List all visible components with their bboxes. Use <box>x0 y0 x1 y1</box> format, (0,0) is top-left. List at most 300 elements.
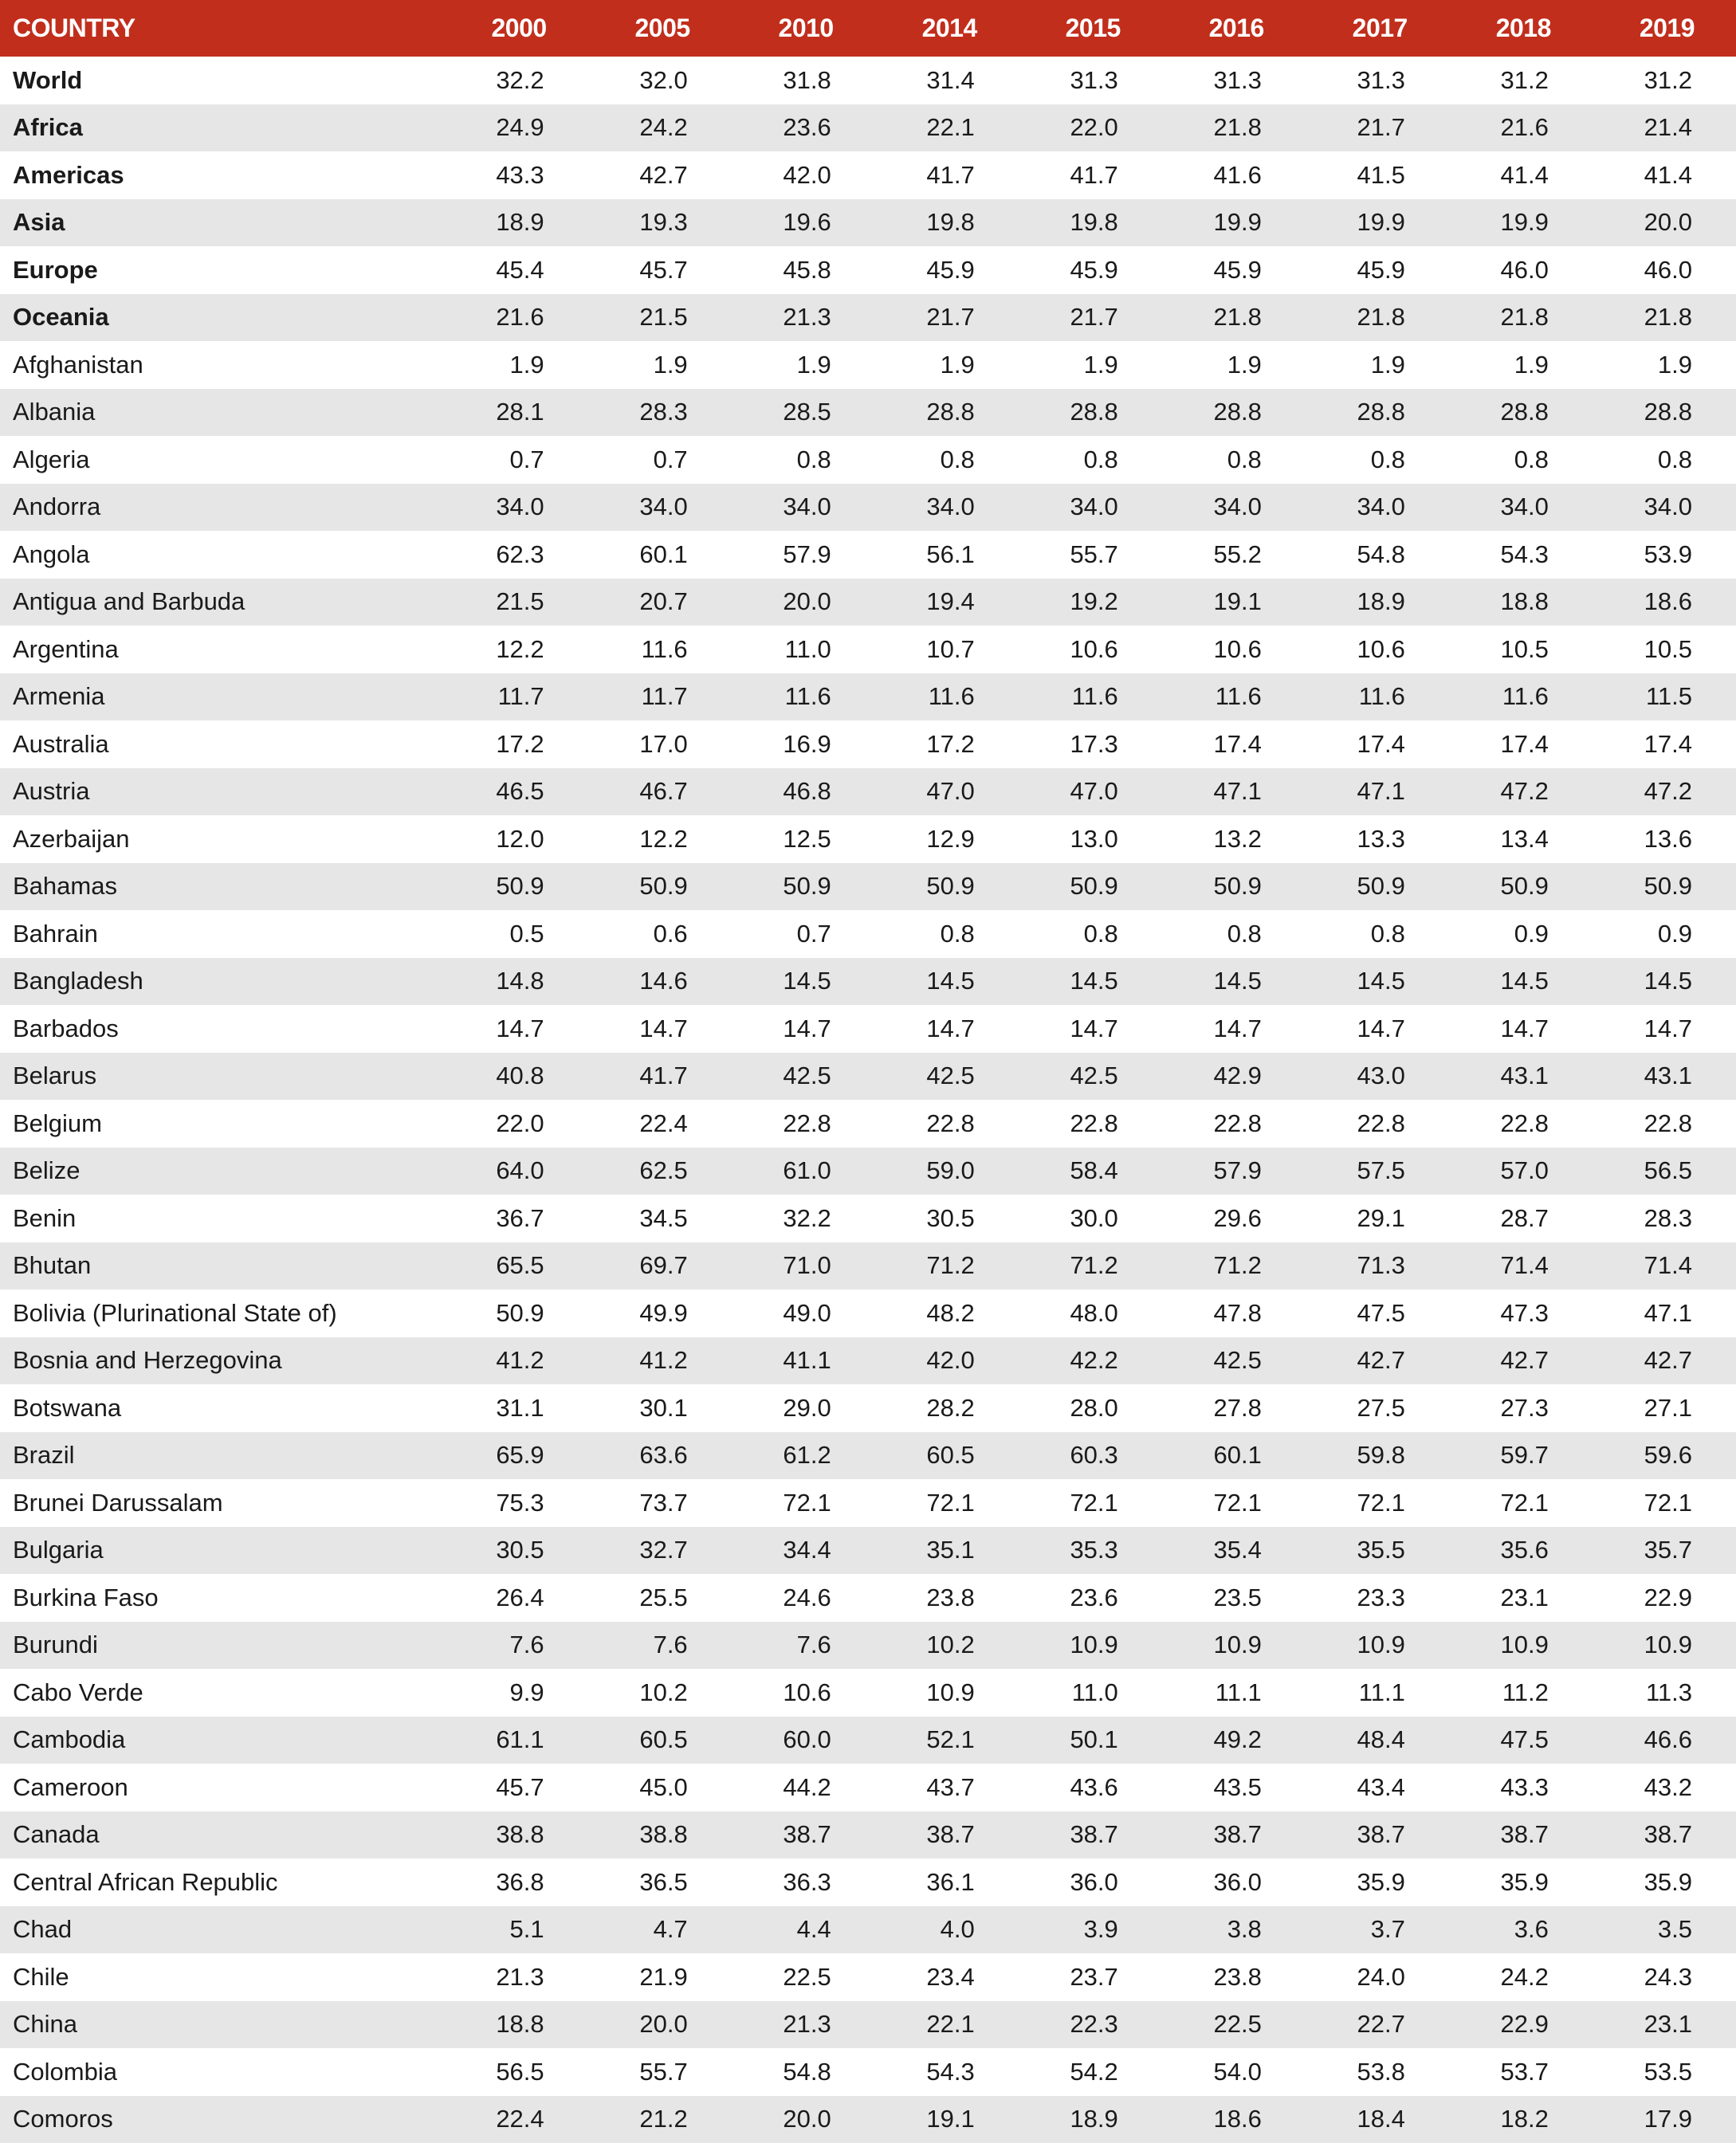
value-cell: 13.2 <box>1162 815 1306 863</box>
value-cell: 53.5 <box>1593 2048 1736 2096</box>
value-cell: 71.4 <box>1593 1242 1736 1290</box>
value-cell: 60.1 <box>1162 1432 1306 1480</box>
country-name: Europe <box>0 246 445 294</box>
value-cell: 0.7 <box>445 436 588 484</box>
country-name: Asia <box>0 199 445 247</box>
value-cell: 46.8 <box>732 768 875 816</box>
value-cell: 50.9 <box>1449 863 1593 911</box>
value-cell: 38.7 <box>875 1811 1019 1859</box>
country-name: Brunei Darussalam <box>0 1479 445 1527</box>
value-cell: 34.4 <box>732 1527 875 1575</box>
value-cell: 57.0 <box>1449 1148 1593 1195</box>
value-cell: 7.6 <box>588 1622 732 1670</box>
value-cell: 11.0 <box>732 626 875 673</box>
value-cell: 43.4 <box>1306 1764 1449 1811</box>
country-name: Austria <box>0 768 445 816</box>
value-cell: 71.0 <box>732 1242 875 1290</box>
value-cell: 34.0 <box>1449 484 1593 532</box>
value-cell: 32.0 <box>588 57 732 104</box>
value-cell: 24.9 <box>445 104 588 152</box>
value-cell: 71.3 <box>1306 1242 1449 1290</box>
value-cell: 12.5 <box>732 815 875 863</box>
value-cell: 42.5 <box>1162 1337 1306 1385</box>
value-cell: 23.6 <box>732 104 875 152</box>
value-cell: 31.8 <box>732 57 875 104</box>
value-cell: 22.8 <box>1449 1100 1593 1148</box>
table-row <box>0 958 1736 1006</box>
value-cell: 42.7 <box>1306 1337 1449 1385</box>
value-cell: 41.7 <box>875 151 1019 199</box>
table-row <box>0 1858 1736 1906</box>
value-cell: 55.2 <box>1162 531 1306 579</box>
value-cell: 14.7 <box>1306 1005 1449 1053</box>
value-cell: 31.3 <box>1019 57 1162 104</box>
value-cell: 1.9 <box>875 341 1019 389</box>
country-name: Belgium <box>0 1100 445 1148</box>
table-row <box>0 531 1736 579</box>
value-cell: 21.8 <box>1306 294 1449 342</box>
value-cell: 21.8 <box>1449 294 1593 342</box>
value-cell: 11.2 <box>1449 1669 1593 1717</box>
value-cell: 14.7 <box>1593 1005 1736 1053</box>
value-cell: 44.2 <box>732 1764 875 1811</box>
value-cell: 0.5 <box>445 910 588 958</box>
value-cell: 30.1 <box>588 1384 732 1432</box>
value-cell: 18.4 <box>1306 2096 1449 2143</box>
country-name: Cabo Verde <box>0 1669 445 1717</box>
value-cell: 4.7 <box>588 1906 732 1954</box>
table-row <box>0 2096 1736 2143</box>
value-cell: 38.8 <box>588 1811 732 1859</box>
country-name: Algeria <box>0 436 445 484</box>
value-cell: 45.9 <box>1019 246 1162 294</box>
value-cell: 11.1 <box>1306 1669 1449 1717</box>
country-name: Benin <box>0 1195 445 1242</box>
value-cell: 41.4 <box>1449 151 1593 199</box>
value-cell: 30.5 <box>445 1527 588 1575</box>
value-cell: 43.6 <box>1019 1764 1162 1811</box>
header-year-2018: 2018 <box>1449 0 1593 57</box>
value-cell: 31.2 <box>1449 57 1593 104</box>
value-cell: 59.7 <box>1449 1432 1593 1480</box>
value-cell: 60.1 <box>588 531 732 579</box>
table-row <box>0 436 1736 484</box>
value-cell: 34.0 <box>445 484 588 532</box>
value-cell: 45.9 <box>875 246 1019 294</box>
value-cell: 35.4 <box>1162 1527 1306 1575</box>
value-cell: 60.5 <box>588 1717 732 1764</box>
value-cell: 3.9 <box>1019 1906 1162 1954</box>
table-row <box>0 1764 1736 1811</box>
country-name: Argentina <box>0 626 445 673</box>
value-cell: 20.0 <box>588 2001 732 2049</box>
table-row <box>0 1717 1736 1764</box>
value-cell: 42.5 <box>732 1053 875 1101</box>
value-cell: 42.0 <box>732 151 875 199</box>
value-cell: 26.4 <box>445 1574 588 1622</box>
value-cell: 18.2 <box>1449 2096 1593 2143</box>
value-cell: 22.1 <box>875 104 1019 152</box>
value-cell: 35.1 <box>875 1527 1019 1575</box>
country-name: Bulgaria <box>0 1527 445 1575</box>
value-cell: 19.9 <box>1449 199 1593 247</box>
table-row <box>0 57 1736 104</box>
value-cell: 35.7 <box>1593 1527 1736 1575</box>
value-cell: 17.9 <box>1593 2096 1736 2143</box>
value-cell: 0.8 <box>1162 910 1306 958</box>
table-row <box>0 1953 1736 2001</box>
value-cell: 19.3 <box>588 199 732 247</box>
value-cell: 11.1 <box>1162 1669 1306 1717</box>
value-cell: 28.7 <box>1449 1195 1593 1242</box>
value-cell: 71.2 <box>1019 1242 1162 1290</box>
value-cell: 24.2 <box>588 104 732 152</box>
country-name: Botswana <box>0 1384 445 1432</box>
country-name: Bangladesh <box>0 958 445 1006</box>
value-cell: 42.7 <box>1593 1337 1736 1385</box>
value-cell: 36.5 <box>588 1858 732 1906</box>
value-cell: 21.8 <box>1593 294 1736 342</box>
value-cell: 21.5 <box>588 294 732 342</box>
value-cell: 12.2 <box>588 815 732 863</box>
value-cell: 35.6 <box>1449 1527 1593 1575</box>
value-cell: 14.7 <box>732 1005 875 1053</box>
country-name: Central African Republic <box>0 1858 445 1906</box>
value-cell: 14.5 <box>732 958 875 1006</box>
value-cell: 54.8 <box>732 2048 875 2096</box>
value-cell: 69.7 <box>588 1242 732 1290</box>
header-year-2014: 2014 <box>875 0 1019 57</box>
value-cell: 34.5 <box>588 1195 732 1242</box>
value-cell: 10.9 <box>1449 1622 1593 1670</box>
value-cell: 61.2 <box>732 1432 875 1480</box>
value-cell: 27.5 <box>1306 1384 1449 1432</box>
table-row <box>0 1148 1736 1195</box>
value-cell: 72.1 <box>1593 1479 1736 1527</box>
value-cell: 18.9 <box>445 199 588 247</box>
country-name: Albania <box>0 389 445 437</box>
value-cell: 0.8 <box>1593 436 1736 484</box>
value-cell: 32.2 <box>732 1195 875 1242</box>
value-cell: 50.1 <box>1019 1717 1162 1764</box>
country-name: Burkina Faso <box>0 1574 445 1622</box>
value-cell: 31.4 <box>875 57 1019 104</box>
value-cell: 21.3 <box>732 2001 875 2049</box>
value-cell: 54.3 <box>875 2048 1019 2096</box>
value-cell: 41.5 <box>1306 151 1449 199</box>
value-cell: 28.5 <box>732 389 875 437</box>
value-cell: 23.8 <box>875 1574 1019 1622</box>
value-cell: 29.6 <box>1162 1195 1306 1242</box>
value-cell: 0.8 <box>1306 436 1449 484</box>
value-cell: 0.8 <box>875 436 1019 484</box>
value-cell: 46.6 <box>1593 1717 1736 1764</box>
table-row <box>0 1242 1736 1290</box>
value-cell: 1.9 <box>588 341 732 389</box>
value-cell: 60.3 <box>1019 1432 1162 1480</box>
header-year-2000: 2000 <box>445 0 588 57</box>
value-cell: 62.3 <box>445 531 588 579</box>
value-cell: 47.2 <box>1449 768 1593 816</box>
value-cell: 46.0 <box>1593 246 1736 294</box>
table-row <box>0 294 1736 342</box>
value-cell: 60.0 <box>732 1717 875 1764</box>
country-name: Cameroon <box>0 1764 445 1811</box>
value-cell: 47.5 <box>1306 1289 1449 1337</box>
value-cell: 10.5 <box>1449 626 1593 673</box>
country-name: Barbados <box>0 1005 445 1053</box>
value-cell: 1.9 <box>1162 341 1306 389</box>
value-cell: 19.2 <box>1019 579 1162 626</box>
value-cell: 11.7 <box>445 673 588 721</box>
table-row <box>0 863 1736 911</box>
value-cell: 45.4 <box>445 246 588 294</box>
value-cell: 55.7 <box>1019 531 1162 579</box>
value-cell: 22.9 <box>1593 1574 1736 1622</box>
value-cell: 56.1 <box>875 531 1019 579</box>
value-cell: 72.1 <box>1449 1479 1593 1527</box>
value-cell: 45.9 <box>1162 246 1306 294</box>
value-cell: 9.9 <box>445 1669 588 1717</box>
value-cell: 71.4 <box>1449 1242 1593 1290</box>
value-cell: 22.8 <box>1162 1100 1306 1148</box>
table-row <box>0 1574 1736 1622</box>
value-cell: 22.7 <box>1306 2001 1449 2049</box>
value-cell: 3.5 <box>1593 1906 1736 1954</box>
value-cell: 10.6 <box>1162 626 1306 673</box>
value-cell: 19.4 <box>875 579 1019 626</box>
value-cell: 0.9 <box>1449 910 1593 958</box>
country-name: Cambodia <box>0 1717 445 1764</box>
value-cell: 72.1 <box>1306 1479 1449 1527</box>
table-row <box>0 673 1736 721</box>
country-name: Bolivia (Plurinational State of) <box>0 1289 445 1337</box>
value-cell: 22.5 <box>1162 2001 1306 2049</box>
value-cell: 47.8 <box>1162 1289 1306 1337</box>
value-cell: 42.7 <box>1449 1337 1593 1385</box>
table-row <box>0 2001 1736 2049</box>
table-row <box>0 246 1736 294</box>
value-cell: 22.5 <box>732 1953 875 2001</box>
value-cell: 0.7 <box>588 436 732 484</box>
value-cell: 22.9 <box>1449 2001 1593 2049</box>
value-cell: 28.2 <box>875 1384 1019 1432</box>
table-row <box>0 1053 1736 1101</box>
value-cell: 14.5 <box>1306 958 1449 1006</box>
country-name: World <box>0 57 445 104</box>
table-row <box>0 341 1736 389</box>
value-cell: 22.0 <box>1019 104 1162 152</box>
value-cell: 22.1 <box>875 2001 1019 2049</box>
country-name: Armenia <box>0 673 445 721</box>
value-cell: 12.0 <box>445 815 588 863</box>
value-cell: 17.4 <box>1449 720 1593 768</box>
value-cell: 28.8 <box>1593 389 1736 437</box>
value-cell: 7.6 <box>732 1622 875 1670</box>
value-cell: 22.0 <box>445 1100 588 1148</box>
value-cell: 65.9 <box>445 1432 588 1480</box>
value-cell: 17.2 <box>875 720 1019 768</box>
value-cell: 46.5 <box>445 768 588 816</box>
value-cell: 50.9 <box>1019 863 1162 911</box>
value-cell: 0.8 <box>1019 436 1162 484</box>
value-cell: 59.0 <box>875 1148 1019 1195</box>
value-cell: 18.6 <box>1162 2096 1306 2143</box>
value-cell: 28.8 <box>1449 389 1593 437</box>
value-cell: 0.8 <box>1019 910 1162 958</box>
value-cell: 47.1 <box>1593 1289 1736 1337</box>
value-cell: 3.7 <box>1306 1906 1449 1954</box>
value-cell: 22.4 <box>588 1100 732 1148</box>
value-cell: 45.7 <box>588 246 732 294</box>
value-cell: 35.3 <box>1019 1527 1162 1575</box>
value-cell: 24.2 <box>1449 1953 1593 2001</box>
value-cell: 14.7 <box>1449 1005 1593 1053</box>
value-cell: 42.9 <box>1162 1053 1306 1101</box>
value-cell: 17.4 <box>1162 720 1306 768</box>
country-name: Bahamas <box>0 863 445 911</box>
value-cell: 35.9 <box>1449 1858 1593 1906</box>
value-cell: 14.8 <box>445 958 588 1006</box>
value-cell: 11.7 <box>588 673 732 721</box>
country-name: Comoros <box>0 2096 445 2143</box>
value-cell: 34.0 <box>875 484 1019 532</box>
value-cell: 46.7 <box>588 768 732 816</box>
value-cell: 1.9 <box>1306 341 1449 389</box>
value-cell: 0.6 <box>588 910 732 958</box>
header-year-2017: 2017 <box>1306 0 1449 57</box>
value-cell: 22.8 <box>1306 1100 1449 1148</box>
value-cell: 7.6 <box>445 1622 588 1670</box>
value-cell: 31.3 <box>1306 57 1449 104</box>
country-name: Chad <box>0 1906 445 1954</box>
value-cell: 54.8 <box>1306 531 1449 579</box>
value-cell: 43.1 <box>1449 1053 1593 1101</box>
value-cell: 41.1 <box>732 1337 875 1385</box>
value-cell: 50.9 <box>445 863 588 911</box>
value-cell: 45.7 <box>445 1764 588 1811</box>
value-cell: 0.8 <box>1306 910 1449 958</box>
value-cell: 21.8 <box>1162 294 1306 342</box>
value-cell: 48.0 <box>1019 1289 1162 1337</box>
value-cell: 31.1 <box>445 1384 588 1432</box>
value-cell: 53.7 <box>1449 2048 1593 2096</box>
value-cell: 56.5 <box>1593 1148 1736 1195</box>
value-cell: 3.8 <box>1162 1906 1306 1954</box>
table-header <box>0 0 1736 57</box>
value-cell: 53.9 <box>1593 531 1736 579</box>
value-cell: 30.0 <box>1019 1195 1162 1242</box>
value-cell: 32.7 <box>588 1527 732 1575</box>
value-cell: 38.7 <box>1306 1811 1449 1859</box>
value-cell: 43.3 <box>1449 1764 1593 1811</box>
value-cell: 22.3 <box>1019 2001 1162 2049</box>
value-cell: 72.1 <box>1019 1479 1162 1527</box>
value-cell: 34.0 <box>732 484 875 532</box>
value-cell: 59.8 <box>1306 1432 1449 1480</box>
country-name: Andorra <box>0 484 445 532</box>
value-cell: 28.1 <box>445 389 588 437</box>
value-cell: 42.5 <box>1019 1053 1162 1101</box>
value-cell: 10.9 <box>1162 1622 1306 1670</box>
country-name: Belarus <box>0 1053 445 1101</box>
value-cell: 23.3 <box>1306 1574 1449 1622</box>
country-name: Bahrain <box>0 910 445 958</box>
value-cell: 35.5 <box>1306 1527 1449 1575</box>
value-cell: 41.4 <box>1593 151 1736 199</box>
value-cell: 23.6 <box>1019 1574 1162 1622</box>
value-cell: 10.9 <box>875 1669 1019 1717</box>
value-cell: 34.0 <box>1162 484 1306 532</box>
country-name: Bhutan <box>0 1242 445 1290</box>
value-cell: 28.8 <box>1019 389 1162 437</box>
value-cell: 1.9 <box>732 341 875 389</box>
value-cell: 19.1 <box>1162 579 1306 626</box>
table-row <box>0 1005 1736 1053</box>
value-cell: 41.2 <box>445 1337 588 1385</box>
value-cell: 10.5 <box>1593 626 1736 673</box>
value-cell: 20.0 <box>732 2096 875 2143</box>
table-row <box>0 484 1736 532</box>
value-cell: 19.1 <box>875 2096 1019 2143</box>
value-cell: 14.7 <box>588 1005 732 1053</box>
value-cell: 75.3 <box>445 1479 588 1527</box>
country-name: Antigua and Barbuda <box>0 579 445 626</box>
value-cell: 17.0 <box>588 720 732 768</box>
value-cell: 19.8 <box>1019 199 1162 247</box>
value-cell: 47.2 <box>1593 768 1736 816</box>
value-cell: 11.6 <box>1306 673 1449 721</box>
table-row <box>0 1622 1736 1670</box>
header-year-2015: 2015 <box>1019 0 1162 57</box>
value-cell: 36.0 <box>1019 1858 1162 1906</box>
value-cell: 63.6 <box>588 1432 732 1480</box>
value-cell: 18.9 <box>1306 579 1449 626</box>
value-cell: 45.8 <box>732 246 875 294</box>
value-cell: 54.0 <box>1162 2048 1306 2096</box>
value-cell: 23.1 <box>1593 2001 1736 2049</box>
value-cell: 47.0 <box>875 768 1019 816</box>
value-cell: 28.0 <box>1019 1384 1162 1432</box>
value-cell: 36.1 <box>875 1858 1019 1906</box>
value-cell: 42.0 <box>875 1337 1019 1385</box>
value-cell: 31.2 <box>1593 57 1736 104</box>
value-cell: 59.6 <box>1593 1432 1736 1480</box>
value-cell: 47.5 <box>1449 1717 1593 1764</box>
country-name: Angola <box>0 531 445 579</box>
value-cell: 21.5 <box>445 579 588 626</box>
value-cell: 72.1 <box>875 1479 1019 1527</box>
value-cell: 23.5 <box>1162 1574 1306 1622</box>
value-cell: 14.5 <box>1593 958 1736 1006</box>
value-cell: 21.2 <box>588 2096 732 2143</box>
table-row <box>0 2048 1736 2096</box>
table-row <box>0 104 1736 152</box>
value-cell: 4.4 <box>732 1906 875 1954</box>
value-cell: 10.6 <box>1306 626 1449 673</box>
value-cell: 32.2 <box>445 57 588 104</box>
value-cell: 24.3 <box>1593 1953 1736 2001</box>
value-cell: 61.0 <box>732 1148 875 1195</box>
value-cell: 48.4 <box>1306 1717 1449 1764</box>
header-year-2010: 2010 <box>732 0 875 57</box>
value-cell: 65.5 <box>445 1242 588 1290</box>
value-cell: 38.7 <box>732 1811 875 1859</box>
value-cell: 72.1 <box>1162 1479 1306 1527</box>
value-cell: 41.7 <box>1019 151 1162 199</box>
value-cell: 50.9 <box>445 1289 588 1337</box>
value-cell: 43.5 <box>1162 1764 1306 1811</box>
